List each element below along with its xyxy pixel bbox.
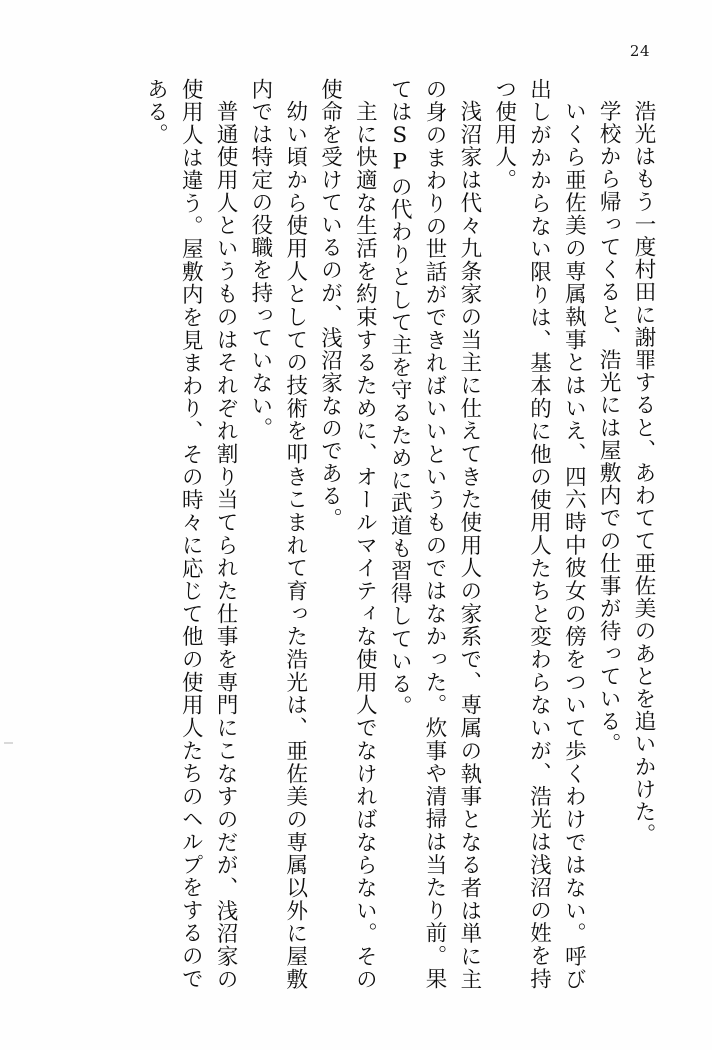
binding-mark bbox=[4, 742, 13, 744]
page-number: 24 bbox=[629, 42, 650, 60]
paragraph: 浩光はもう一度村田に謝罪すると、あわてて亜佐美のあとを追いかけた。 bbox=[631, 99, 656, 846]
paragraph: 浅沼家は代々九条家の当主に仕えてきた使用人の家系で、専属の執事となる者は単に主の身のまわりの世話ができればいいというものではなかった。炊事や清掃は当たり前。果てはSPの代わりとして主を守るために武道も習得している。 bbox=[387, 78, 482, 990]
body-text-vertical bbox=[88, 78, 660, 990]
paragraph: 普通使用人というものはそれぞれ割り当てられた仕事を専門にこなすのだが、浅沼家の使用人は違う。屋敷内を見まわり、その時々に応じて他の使用人たちのヘルプをするのである。 bbox=[143, 78, 239, 990]
paragraph: 学校から帰ってくると、浩光には屋敷内での仕事が待っている。 bbox=[596, 99, 622, 755]
paragraph: 幼い頃から使用人としての技術を叩きこまれて育った浩光は、亜佐美の専属以外に屋敷内では特定の役職を持っていない。 bbox=[247, 78, 308, 990]
paragraph: 主に快適な生活を約束するために、オールマイティな使用人でなければならない。その使命を受けているのが、浅沼家なのである。 bbox=[317, 78, 378, 990]
paragraph: いくら亜佐美の専属執事とはいえ、四六時中彼女の傍をついて歩くわけではない。呼び出しがかからない限りは、基本的に他の使用人たちと変わらないが、浩光は浅沼の姓を持つ使用人。 bbox=[491, 78, 587, 990]
